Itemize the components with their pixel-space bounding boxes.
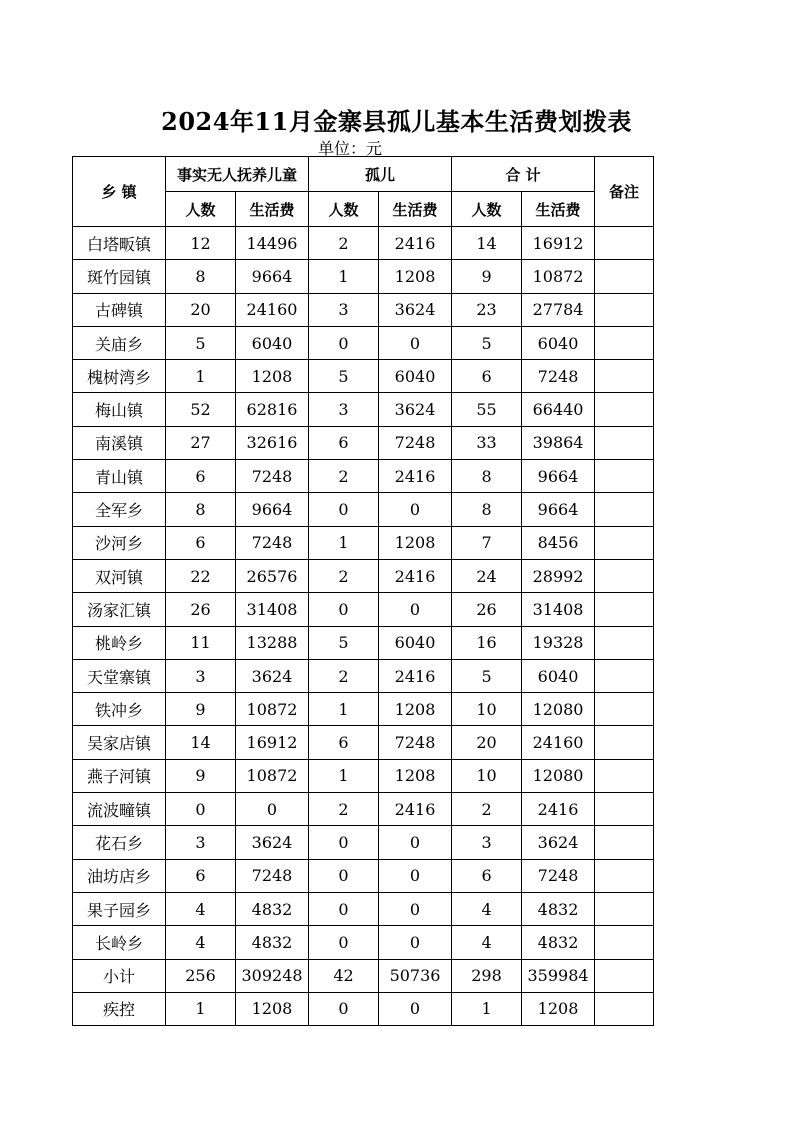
table-cell: 52: [166, 393, 236, 426]
table-cell-town: 槐树湾乡: [73, 360, 166, 393]
table-cell: 1: [309, 260, 379, 293]
table-cell: 10872: [236, 759, 309, 792]
table-cell: [595, 227, 654, 260]
table-cell: 2: [309, 793, 379, 826]
table-cell: 3: [309, 293, 379, 326]
table-row: [73, 826, 654, 859]
table-cell: 39864: [522, 426, 595, 459]
table-cell: 10: [452, 693, 522, 726]
table-cell: 6040: [379, 360, 452, 393]
table-cell: 13288: [236, 626, 309, 659]
table-row: [73, 227, 654, 260]
table-row: [73, 659, 654, 692]
table-cell: 5: [452, 659, 522, 692]
table-row: [73, 326, 654, 359]
table-cell: 309248: [236, 959, 309, 992]
table-cell: 22: [166, 559, 236, 592]
table-row: [73, 726, 654, 759]
table-cell: 24: [452, 559, 522, 592]
table-cell: 1208: [379, 260, 452, 293]
table-cell-town: 古碑镇: [73, 293, 166, 326]
table-row: [73, 859, 654, 892]
table-cell: 14: [452, 227, 522, 260]
table-cell-town: 南溪镇: [73, 426, 166, 459]
table-cell: 2416: [522, 793, 595, 826]
table-cell: 0: [309, 326, 379, 359]
table-cell: 256: [166, 959, 236, 992]
table-cell: 4: [452, 926, 522, 959]
table-cell: 20: [166, 293, 236, 326]
header-fee: 生活费: [522, 192, 595, 227]
table-cell: 1208: [522, 992, 595, 1025]
table-cell: 2: [452, 793, 522, 826]
table-cell: 6: [166, 526, 236, 559]
table-cell: 12: [166, 227, 236, 260]
table-cell: 24160: [522, 726, 595, 759]
table-cell-town: 疾控: [73, 992, 166, 1025]
table-cell: 6: [309, 426, 379, 459]
table-cell: 2416: [379, 559, 452, 592]
table-cell: 6040: [522, 326, 595, 359]
table-cell: [595, 293, 654, 326]
table-cell: 1208: [236, 360, 309, 393]
table-cell: 0: [379, 859, 452, 892]
table-cell: 0: [379, 926, 452, 959]
table-cell-town: 白塔畈镇: [73, 227, 166, 260]
table-cell-town: 汤家汇镇: [73, 593, 166, 626]
table-cell-town: 关庙乡: [73, 326, 166, 359]
table-row: [73, 260, 654, 293]
table-cell: [595, 726, 654, 759]
table-cell: 0: [309, 892, 379, 925]
table-row: [73, 992, 654, 1025]
table-cell: 6: [452, 360, 522, 393]
table-cell: 8: [452, 460, 522, 493]
header-count: 人数: [452, 192, 522, 227]
table-cell: 3624: [379, 393, 452, 426]
table-row: [73, 559, 654, 592]
table-cell: [595, 626, 654, 659]
table-cell: [595, 426, 654, 459]
table-cell: 0: [379, 992, 452, 1025]
table-cell: 6040: [236, 326, 309, 359]
table-cell: [595, 360, 654, 393]
table-cell: [595, 859, 654, 892]
table-cell: 298: [452, 959, 522, 992]
table-cell: 1208: [379, 526, 452, 559]
table-cell-town: 小计: [73, 959, 166, 992]
table-cell: 6: [309, 726, 379, 759]
table-cell: 23: [452, 293, 522, 326]
table-cell: 2: [309, 659, 379, 692]
table-cell: 3624: [236, 826, 309, 859]
table-cell: 1208: [379, 759, 452, 792]
table-cell: 7248: [236, 526, 309, 559]
table-cell: [595, 926, 654, 959]
table-cell: 7248: [522, 859, 595, 892]
table-cell: 4: [452, 892, 522, 925]
table-cell: 2416: [379, 793, 452, 826]
table-cell: 8: [166, 260, 236, 293]
header-fee: 生活费: [236, 192, 309, 227]
table-cell: 5: [452, 326, 522, 359]
table-cell: 50736: [379, 959, 452, 992]
table-row: [73, 526, 654, 559]
table-cell-town: 长岭乡: [73, 926, 166, 959]
table-cell: 1208: [236, 992, 309, 1025]
table-cell: 4: [166, 892, 236, 925]
table-cell: 0: [309, 926, 379, 959]
header-count: 人数: [166, 192, 236, 227]
table-cell: 26: [452, 593, 522, 626]
table-cell: 0: [309, 493, 379, 526]
table-cell: 4: [166, 926, 236, 959]
table-cell: 55: [452, 393, 522, 426]
table-cell: 27: [166, 426, 236, 459]
table-cell: 3624: [379, 293, 452, 326]
table-cell-town: 流波疃镇: [73, 793, 166, 826]
table-cell: 1: [309, 693, 379, 726]
table-row: [73, 626, 654, 659]
table-cell-town: 花石乡: [73, 826, 166, 859]
table-cell: [595, 460, 654, 493]
table-cell-town: 青山镇: [73, 460, 166, 493]
table-cell: [595, 992, 654, 1025]
table-cell: 1208: [379, 693, 452, 726]
header-fee: 生活费: [379, 192, 452, 227]
table-cell: 4832: [522, 926, 595, 959]
table-cell: [595, 759, 654, 792]
table-cell: 0: [166, 793, 236, 826]
table-row: [73, 293, 654, 326]
unit-label: 单位：元: [318, 139, 383, 158]
table-cell: 8456: [522, 526, 595, 559]
table-cell: 9664: [522, 460, 595, 493]
table-cell: [595, 526, 654, 559]
table-cell: 3624: [236, 659, 309, 692]
header-total: 合 计: [452, 157, 595, 192]
table-cell: 1: [309, 759, 379, 792]
table-cell: 9664: [236, 260, 309, 293]
table-cell: 10872: [236, 693, 309, 726]
table-row: [73, 892, 654, 925]
table-cell: 9: [166, 693, 236, 726]
table-cell: [595, 393, 654, 426]
table-cell: 10872: [522, 260, 595, 293]
table-row: [73, 959, 654, 992]
table-cell: 5: [166, 326, 236, 359]
table-cell: [595, 826, 654, 859]
table-cell: 0: [309, 826, 379, 859]
table-cell: 7248: [522, 360, 595, 393]
table-cell: 6: [166, 859, 236, 892]
table-cell: 27784: [522, 293, 595, 326]
table-row: [73, 393, 654, 426]
table-cell: 6040: [379, 626, 452, 659]
table-cell: 3: [452, 826, 522, 859]
table-cell: [595, 793, 654, 826]
table-cell: 2416: [379, 227, 452, 260]
table-cell: 4832: [522, 892, 595, 925]
table-cell-town: 沙河乡: [73, 526, 166, 559]
table-cell: 26: [166, 593, 236, 626]
table-cell-town: 双河镇: [73, 559, 166, 592]
table-cell-town: 天堂寨镇: [73, 659, 166, 692]
table-cell: 7248: [236, 859, 309, 892]
table-cell: 12080: [522, 759, 595, 792]
table-row: [73, 360, 654, 393]
table-cell-town: 梅山镇: [73, 393, 166, 426]
header-count: 人数: [309, 192, 379, 227]
table-row: [73, 493, 654, 526]
table-cell: 16: [452, 626, 522, 659]
table-cell: [595, 260, 654, 293]
table-cell: 7248: [379, 426, 452, 459]
table-row: [73, 926, 654, 959]
table-cell-town: 燕子河镇: [73, 759, 166, 792]
table-cell: 1: [309, 526, 379, 559]
table-cell: 24160: [236, 293, 309, 326]
table-cell: 9: [166, 759, 236, 792]
allocation-table: [72, 156, 654, 1026]
table-cell: 6: [452, 859, 522, 892]
table-cell: 2: [309, 460, 379, 493]
table-cell: 9664: [236, 493, 309, 526]
table-cell: 3: [309, 393, 379, 426]
header-town: 乡 镇: [73, 157, 166, 227]
table-cell: 31408: [522, 593, 595, 626]
table-cell-town: 桃岭乡: [73, 626, 166, 659]
page-title: 2024年11月金寨县孤儿基本生活费划拨表: [161, 107, 632, 136]
table-cell: 62816: [236, 393, 309, 426]
table-cell: 31408: [236, 593, 309, 626]
header-de-facto-children: 事实无人抚养儿童: [166, 157, 309, 192]
table-cell: 16912: [236, 726, 309, 759]
table-cell: 8: [452, 493, 522, 526]
header-note: 备注: [595, 157, 654, 227]
table-cell-town: 全军乡: [73, 493, 166, 526]
header-orphans: 孤儿: [309, 157, 452, 192]
table-cell: [595, 593, 654, 626]
table-row: [73, 759, 654, 792]
table-cell: 6040: [522, 659, 595, 692]
table-cell-town: 吴家店镇: [73, 726, 166, 759]
table-cell: [595, 892, 654, 925]
table-cell: 0: [379, 493, 452, 526]
table-body: [73, 227, 654, 1026]
table-cell: 0: [309, 992, 379, 1025]
table-cell: 14496: [236, 227, 309, 260]
table-cell: 2: [309, 227, 379, 260]
table-row: [73, 460, 654, 493]
table-cell: 2416: [379, 460, 452, 493]
table-cell: 0: [309, 859, 379, 892]
table-cell: 19328: [522, 626, 595, 659]
table-cell: 42: [309, 959, 379, 992]
table-cell: 0: [379, 326, 452, 359]
table-cell: 10: [452, 759, 522, 792]
table-cell: 0: [379, 593, 452, 626]
table-cell: 33: [452, 426, 522, 459]
table-cell: 32616: [236, 426, 309, 459]
table-cell: 8: [166, 493, 236, 526]
table-cell: 1: [452, 992, 522, 1025]
table-cell: 3624: [522, 826, 595, 859]
table-cell: 0: [309, 593, 379, 626]
table-cell: 16912: [522, 227, 595, 260]
table-cell: 3: [166, 659, 236, 692]
table-cell: 12080: [522, 693, 595, 726]
table-cell: 9: [452, 260, 522, 293]
table-row: [73, 693, 654, 726]
table-cell: 0: [236, 793, 309, 826]
table-row: [73, 793, 654, 826]
table-cell: 26576: [236, 559, 309, 592]
table-cell: 11: [166, 626, 236, 659]
table-cell: 9664: [522, 493, 595, 526]
table-cell: 66440: [522, 393, 595, 426]
table-cell: 7248: [236, 460, 309, 493]
table-cell: 14: [166, 726, 236, 759]
table-cell: [595, 493, 654, 526]
table-cell: [595, 959, 654, 992]
table-cell: 2: [309, 559, 379, 592]
table-cell: [595, 326, 654, 359]
table-cell: 1: [166, 360, 236, 393]
table-cell: 7: [452, 526, 522, 559]
table-cell-town: 斑竹园镇: [73, 260, 166, 293]
table-cell: 0: [379, 892, 452, 925]
table-cell: 359984: [522, 959, 595, 992]
table-row: [73, 426, 654, 459]
table-cell: 4832: [236, 926, 309, 959]
table-cell: 28992: [522, 559, 595, 592]
table-cell: 2416: [379, 659, 452, 692]
table-row: [73, 593, 654, 626]
table-cell: 20: [452, 726, 522, 759]
table-cell: 7248: [379, 726, 452, 759]
table-cell: 5: [309, 360, 379, 393]
table-cell: 0: [379, 826, 452, 859]
table-cell: 4832: [236, 892, 309, 925]
table-cell-town: 油坊店乡: [73, 859, 166, 892]
table-cell: [595, 693, 654, 726]
table-cell: 1: [166, 992, 236, 1025]
table-cell: 6: [166, 460, 236, 493]
table-cell-town: 铁冲乡: [73, 693, 166, 726]
table-cell: 5: [309, 626, 379, 659]
table-cell: 3: [166, 826, 236, 859]
table-cell: [595, 659, 654, 692]
table-cell: [595, 559, 654, 592]
table-cell-town: 果子园乡: [73, 892, 166, 925]
